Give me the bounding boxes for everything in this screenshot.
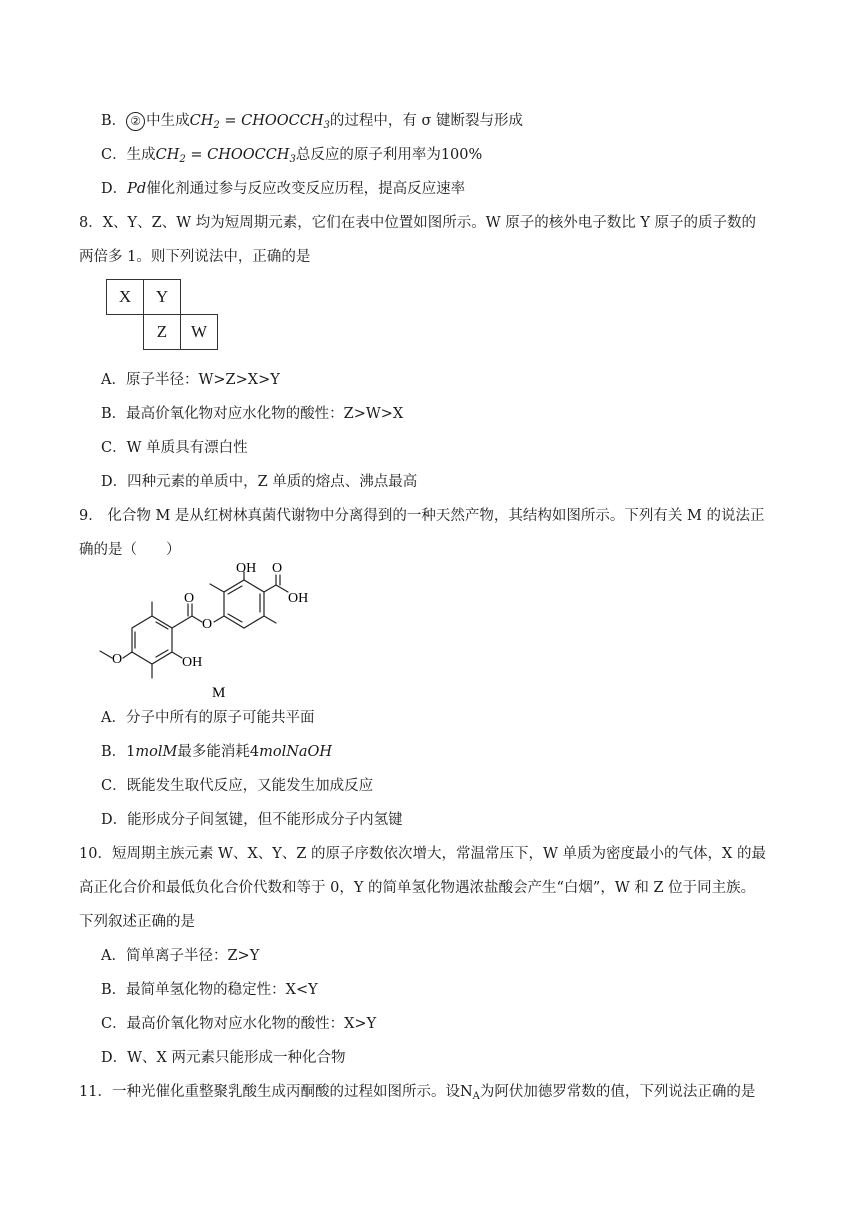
q9-option-c: C．既能发生取代反应，又能发生加成反应 [101,778,374,794]
oh-top-label: OH [236,561,257,576]
compound-label: M [212,685,226,701]
cell-x: X [106,279,144,315]
q10-option-c: C．最高价氧化物对应水化物的酸性：X>Y [101,1016,377,1032]
formula-part: N [459,1084,473,1100]
cell-w: W [180,314,218,350]
option-text: 催化剂通过参与反应改变反应历程，提高反应速率 [146,181,466,197]
option-text: 生成 [126,147,156,163]
formula: molM [135,744,178,760]
option-text: 的过程中，有 σ 键断裂与形成 [329,113,523,129]
option-label: D． [101,181,128,197]
formula-sub: A [472,1091,480,1102]
formula: molNaOH [259,744,333,760]
q7-option-d [101,179,465,199]
formula-part: = CHOOCCH [185,147,290,163]
avogadro-symbol [460,1084,480,1100]
methoxy-o-label: O [112,652,123,667]
stem-text: 为阿伏加德罗常数的值，下列说法正确的是 [479,1084,756,1100]
cell-z: Z [143,314,181,350]
formula-part: CH [155,147,180,163]
amount: 4 [249,744,260,760]
formula-sub: 2 [213,120,220,131]
formula [156,147,296,163]
option-label: B． [101,113,127,129]
q9-option-d: D．能形成分子间氢键，但不能形成分子内氢键 [101,812,403,828]
carbonyl-o-label: O [272,561,283,576]
option-text: 最多能消耗 [177,744,250,760]
q10-option-a: A．简单离子半径：Z>Y [101,948,260,964]
oh-bottom-label: OH [182,655,203,670]
q8-option-a: A．原子半径：W>Z>X>Y [101,372,280,388]
q10-option-b: B．最简单氢化物的稳定性：X<Y [101,982,318,998]
q10-option-d: D．W、X 两元素只能形成一种化合物 [101,1050,346,1066]
formula-sub: 2 [179,154,186,165]
q9-stem-line1: 9． 化合物 M 是从红树林真菌代谢物中分离得到的一种天然产物，其结构如图所示。下列有关 M 的说法正 [79,508,765,524]
formula-part: CH [189,113,214,129]
q8-stem-line1: 8．X、Y、Z、W 均为短周期元素，它们在表中位置如图所示。W 原子的核外电子数比 Y 原子的质子数的 [79,215,757,231]
q7-option-b [101,111,523,131]
ester-o-label: O [202,617,213,632]
percent-value: 100% [440,147,483,163]
compound-m-structure [90,560,330,705]
amount: 1 [126,744,136,760]
q7-option-c [101,145,482,165]
stem-text: 11．一种光催化重整聚乳酸生成丙酮酸的过程如图所示。设 [79,1084,460,1100]
option-text: 总反应的原子利用率为 [295,147,441,163]
option-label: C． [101,147,127,163]
formula-sub: 3 [323,120,330,131]
q8-option-d: D．四种元素的单质中，Z 单质的熔点、沸点最高 [101,474,418,490]
circled-two-icon: ② [126,112,145,131]
q10-stem-line2: 高正化合价和最低负化合价代数和等于 0，Y 的简单氢化物遇浓盐酸会产生“白烟”，W 和 Z 位于同主族。 [79,880,756,896]
cell-y: Y [143,279,181,315]
q9-option-b [101,742,332,762]
formula-sub: 3 [289,154,296,165]
q11-stem-line1 [79,1082,755,1102]
q8-option-b: B．最高价氧化物对应水化物的酸性：Z>W>X [101,406,404,422]
formula-part: = CHOOCCH [219,113,324,129]
q8-stem-line2: 两倍多 1。则下列说法中，正确的是 [79,249,311,265]
formula: Pd [127,181,147,197]
acid-oh-label: OH [288,591,309,606]
ester-carbonyl-o-label: O [184,591,195,606]
formula [190,113,330,129]
q9-stem-line2: 确的是（ ） [79,542,181,558]
q9-option-a: A．分子中所有的原子可能共平面 [101,710,315,726]
q8-option-c: C．W 单质具有漂白性 [101,440,248,456]
option-text: 中生成 [146,113,190,129]
q10-stem-line3: 下列叙述正确的是 [79,914,195,930]
option-label: B． [101,744,127,760]
q10-stem-line1: 10．短周期主族元素 W、X、Y、Z 的原子序数依次增大，常温常压下，W 单质为密度最小的气体，X 的最 [79,846,766,862]
